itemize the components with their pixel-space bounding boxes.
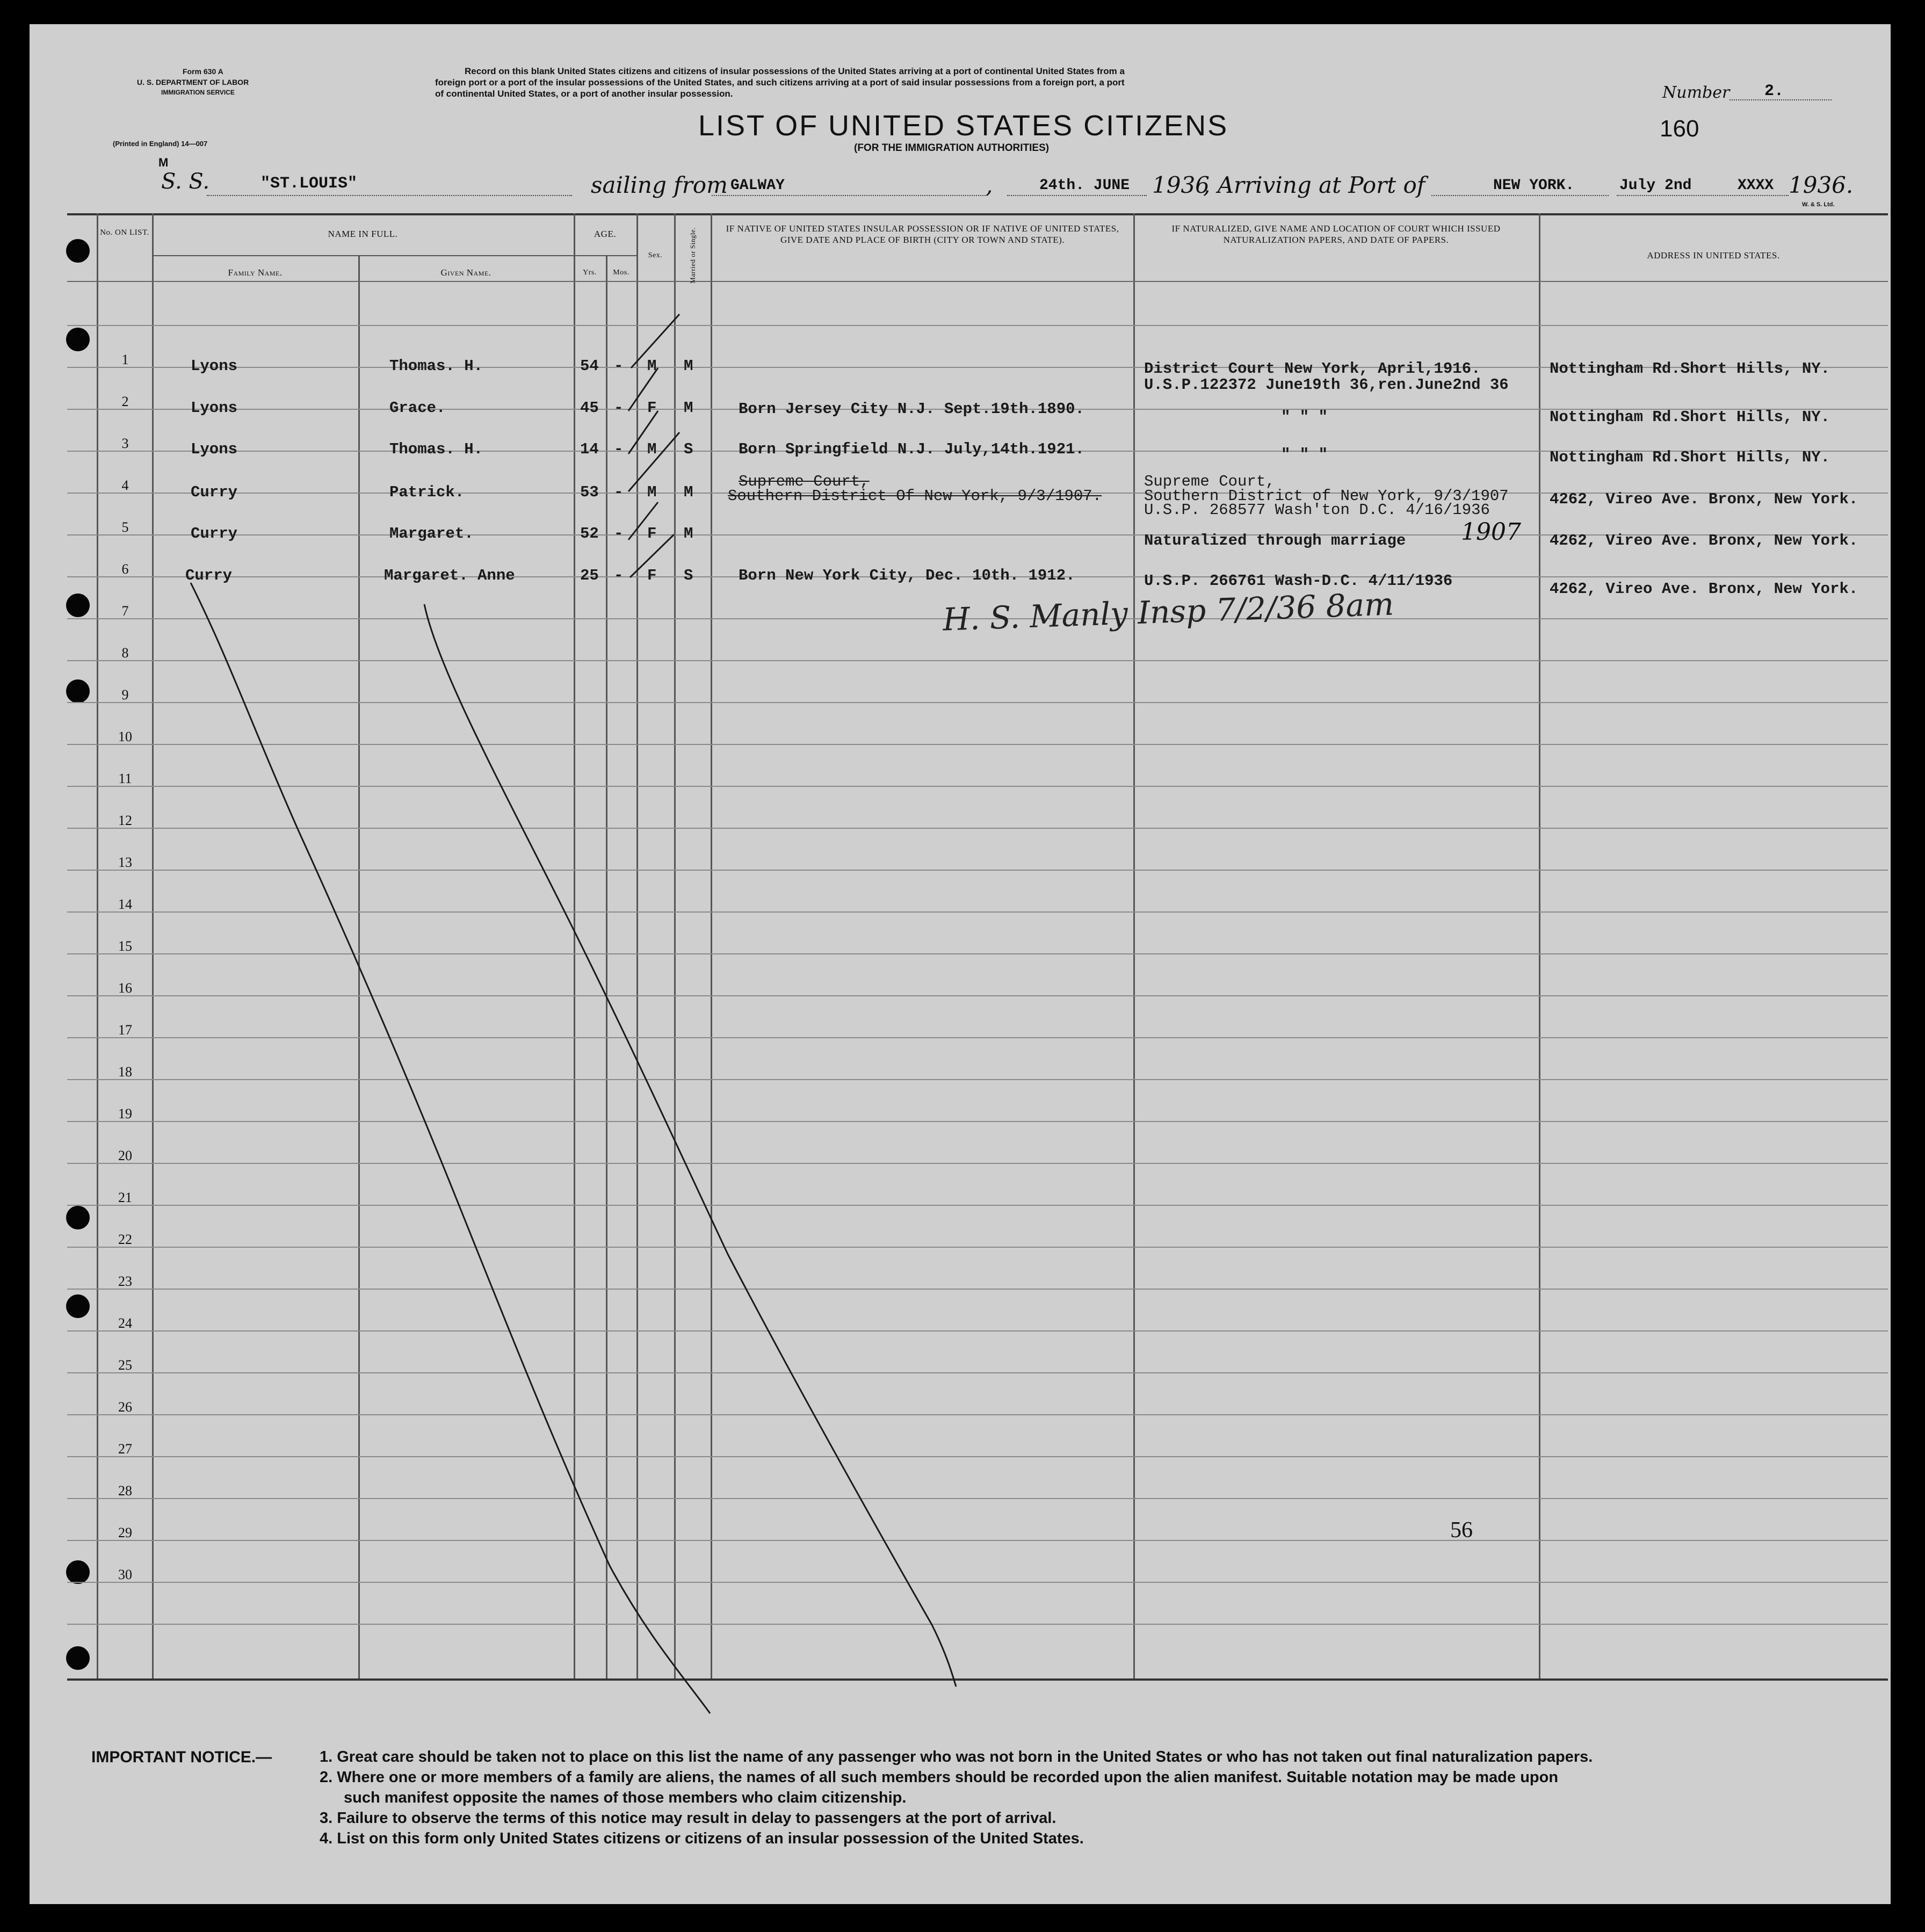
row-number: 7 [121, 603, 129, 619]
age-yrs-row-2: 45 [580, 399, 599, 417]
row-rule [67, 1582, 1888, 1583]
vessel-underline [207, 195, 572, 196]
row-rule [67, 325, 1888, 326]
record-text-line-3: of continental United States, or a port of another insular possession. [435, 89, 733, 99]
row-rule [67, 660, 1888, 661]
status-row-6: S [684, 567, 693, 584]
header-sex: Sex. [648, 251, 663, 259]
row-number: 17 [118, 1022, 132, 1038]
age-yrs-row-3: 14 [580, 440, 599, 458]
row-number: 24 [118, 1315, 132, 1331]
row-number: 10 [118, 729, 132, 744]
sex-row-2: F [647, 399, 657, 417]
form-number: Form 630 A [183, 67, 223, 76]
birth-row-3: Born Springfield N.J. July,14th.1921. [739, 440, 1084, 458]
row-number: 1 [121, 352, 129, 367]
row-rule [67, 1079, 1888, 1080]
column-rule [1539, 213, 1540, 1678]
row-rule [67, 1330, 1888, 1332]
row-number: 15 [118, 938, 132, 954]
date-from: 24th. JUNE [1039, 177, 1130, 194]
row-number: 5 [121, 519, 129, 535]
ditto-cancel-line-left [191, 583, 710, 1713]
row-rule [67, 870, 1888, 871]
row-number: 16 [118, 980, 132, 996]
row-number: 4 [121, 477, 129, 493]
family-name-row-6: Curry [185, 567, 233, 584]
punch-hole [66, 679, 90, 703]
number-value: 2. [1764, 82, 1784, 100]
age-header-rule [574, 255, 636, 256]
row-number: 19 [118, 1106, 132, 1121]
date-from-underline [1007, 195, 1147, 196]
punch-hole [66, 239, 90, 263]
age-mos-row-4: - [614, 483, 624, 501]
punch-hole [66, 1560, 90, 1584]
naturalized-row-4-line-3: U.S.P. 268577 Wash'ton D.C. 4/16/1936 [1144, 501, 1490, 519]
sex-row-3: M [647, 440, 657, 458]
record-text-line-2: foreign port or a port of the insular possessions of the United States, and such citizens arriving at a port of said insular possessions from a foreign port, a port [435, 77, 1125, 88]
row-number: 22 [118, 1232, 132, 1247]
row-rule [67, 1414, 1888, 1415]
sex-row-6: F [647, 567, 657, 584]
year-to: 1936. [1789, 172, 1854, 198]
column-rule [152, 213, 154, 1678]
status-row-4: M [684, 483, 693, 501]
header-mos: Mos. [613, 269, 629, 277]
record-text-line-1: Record on this blank United States citizens and citizens of insular possessions of the United States arriving at a port of continental United States from a [465, 66, 1125, 76]
header-naturalized: IF NATURALIZED, GIVE NAME AND LOCATION OF COURT WHICH ISSUED NATURALIZATION PAPERS, AND DATE OF PAPERS. [1171, 223, 1501, 245]
row-number: 13 [118, 855, 132, 870]
age-mos-row-6: - [614, 567, 624, 584]
row-rule [67, 953, 1888, 954]
notice-item-2a: 2. Where one or more members of a family are aliens, the names of all such members should be recorded upon the alien manifest. Suitable notation may be made upon [320, 1769, 1559, 1786]
row-number: 27 [118, 1441, 132, 1457]
naturalized-row-3: " " " [1281, 446, 1328, 464]
pen-marks [30, 24, 1891, 1904]
address-row-2: Nottingham Rd.Short Hills, NY. [1550, 408, 1830, 426]
row-number: 21 [118, 1190, 132, 1205]
page-number: 160 [1660, 115, 1699, 142]
row-rule [67, 1121, 1888, 1122]
row-number: 26 [118, 1399, 132, 1415]
arriving-label: , Arriving at Port of [1203, 172, 1425, 198]
table-top-border [67, 213, 1888, 215]
row-number: 30 [118, 1567, 132, 1582]
row-rule [67, 1540, 1888, 1541]
family-name-row-3: Lyons [191, 440, 238, 458]
page-stamp: 56 [1450, 1518, 1473, 1543]
age-yrs-row-1: 54 [580, 357, 599, 375]
row-rule [67, 1289, 1888, 1290]
row-rule [67, 828, 1888, 829]
row-number: 18 [118, 1064, 132, 1080]
port-from: GALWAY [730, 177, 785, 194]
row-number: 3 [121, 436, 129, 451]
date-to-struck: XXXX [1738, 177, 1774, 194]
vessel-name: "ST.LOUIS" [260, 175, 358, 193]
naturalized-row-5-handwritten: 1907 [1461, 518, 1521, 546]
age-mos-row-2: - [614, 399, 624, 417]
given-name-row-4: Patrick. [389, 483, 465, 501]
age-yrs-row-4: 53 [580, 483, 599, 501]
number-label: Number [1662, 83, 1730, 102]
row-rule [67, 1456, 1888, 1457]
given-name-row-3: Thomas. H. [389, 440, 483, 458]
row-number: 23 [118, 1273, 132, 1289]
notice-item-3: 3. Failure to observe the terms of this notice may result in delay to passengers at the port of arrival. [320, 1810, 1056, 1827]
table-bottom-border [67, 1678, 1888, 1681]
sex-row-4: M [647, 483, 657, 501]
birth-row-6: Born New York City, Dec. 10th. 1912. [739, 567, 1075, 584]
naturalized-row-2: " " " [1281, 408, 1328, 426]
name-header-rule [152, 255, 574, 256]
header-given-name: Given Name. [440, 267, 491, 278]
naturalized-row-1-line-2: U.S.P.122372 June19th 36,ren.June2nd 36 [1144, 376, 1509, 394]
column-rule [674, 213, 676, 1678]
punch-hole [66, 594, 90, 617]
row-number: 9 [121, 687, 129, 703]
department-name: U. S. DEPARTMENT OF LABOR [137, 78, 249, 86]
family-name-row-5: Curry [191, 525, 238, 542]
manifest-sheet [30, 24, 1891, 1904]
header-birth: IF NATIVE OF UNITED STATES INSULAR POSSESSION OR IF NATIVE OF UNITED STATES, GIVE DATE AND PLACE OF BIRTH (CITY OR TOWN AND STATE). [726, 223, 1119, 245]
column-rule [636, 213, 638, 1678]
row-number: 25 [118, 1357, 132, 1373]
punch-hole [66, 1206, 90, 1229]
age-mos-row-5: - [614, 525, 624, 542]
column-rule [97, 213, 98, 1678]
age-mos-row-3: - [614, 440, 624, 458]
naturalized-row-4: Supreme Court, [1144, 473, 1275, 490]
row-rule [67, 1247, 1888, 1248]
birth-row-4-struck: Supreme Court, [739, 473, 870, 490]
birth-row-4-line-2-struck: Southern District Of New York, 9/3/1907. [728, 487, 1102, 505]
row-rule [67, 1498, 1888, 1499]
address-row-6: 4262, Vireo Ave. Bronx, New York. [1550, 580, 1858, 598]
birth-row-2: Born Jersey City N.J. Sept.19th.1890. [739, 400, 1084, 418]
printed-note: (Printed in England) 14—007 [113, 140, 208, 148]
address-row-1: Nottingham Rd.Short Hills, NY. [1550, 360, 1830, 378]
status-row-3: S [684, 440, 693, 458]
header-name-in-full: NAME IN FULL. [328, 229, 398, 239]
port-to-underline [1431, 195, 1609, 196]
sailing-from-label: sailing from [591, 172, 728, 198]
column-rule [1133, 213, 1135, 1678]
notice-label: IMPORTANT NOTICE.— [91, 1748, 272, 1766]
row-rule [67, 1205, 1888, 1206]
notice-item-1: 1. Great care should be taken not to place on this list the name of any passenger who was not born in the United States or who has not taken out final naturalization papers. [320, 1748, 1593, 1765]
naturalized-row-4-line-2: Southern District of New York, 9/3/1907 [1144, 487, 1509, 505]
row-rule [67, 995, 1888, 996]
port-from-underline [712, 195, 986, 196]
comma: , [986, 172, 993, 198]
vessel-prefix: S. S. [161, 169, 210, 194]
row-number: 8 [121, 645, 129, 661]
row-number: 20 [118, 1148, 132, 1163]
column-rule [574, 213, 575, 1678]
notice-item-4: 4. List on this form only United States citizens or citizens of an insular possession of the United States. [320, 1830, 1084, 1847]
sex-row-1: M [647, 357, 657, 375]
age-mos-row-1: - [614, 357, 624, 375]
family-name-row-2: Lyons [191, 399, 238, 417]
column-rule [711, 213, 712, 1678]
naturalized-row-5: Naturalized through marriage [1144, 532, 1406, 549]
header-address: ADDRESS IN UNITED STATES. [1647, 250, 1780, 261]
row-number: 29 [118, 1525, 132, 1540]
punch-hole [66, 1646, 90, 1670]
naturalized-row-6: U.S.P. 266761 Wash-D.C. 4/11/1936 [1144, 572, 1453, 590]
status-row-2: M [684, 399, 693, 417]
row-rule [67, 1163, 1888, 1164]
port-to: NEW YORK. [1493, 177, 1575, 194]
row-number: 6 [121, 561, 129, 577]
status-row-1: M [684, 357, 693, 375]
row-rule [67, 1372, 1888, 1373]
page-subtitle: (FOR THE IMMIGRATION AUTHORITIES) [854, 142, 1050, 154]
given-name-row-6: Margaret. Anne [384, 567, 515, 584]
service-name: IMMIGRATION SERVICE [161, 89, 235, 96]
inspector-signature: H. S. Manly Insp 7/2/36 8am [942, 585, 1395, 638]
row-number: 2 [121, 394, 129, 409]
sex-row-5: F [647, 525, 657, 542]
header-bottom-rule [67, 281, 1888, 282]
row-rule [67, 744, 1888, 745]
punch-hole [66, 328, 90, 351]
age-yrs-row-6: 25 [580, 567, 599, 584]
age-yrs-row-5: 52 [580, 525, 599, 542]
printer-mark: W. & S. Ltd. [1802, 201, 1835, 208]
row-number: 28 [118, 1483, 132, 1499]
row-rule [67, 1624, 1888, 1625]
notice-item-2b: such manifest opposite the names of those members who claim citizenship. [344, 1789, 907, 1806]
row-rule [67, 702, 1888, 703]
naturalized-row-1: District Court New York, April,1916. [1144, 360, 1481, 378]
punch-hole [66, 1294, 90, 1318]
status-row-5: M [684, 525, 693, 542]
column-rule [606, 255, 607, 1678]
header-family-name: Family Name. [228, 267, 283, 278]
family-name-row-1: Lyons [191, 357, 238, 375]
ditto-cancel-line-right [424, 604, 956, 1687]
page-title: LIST OF UNITED STATES CITIZENS [698, 110, 1229, 142]
given-name-row-2: Grace. [389, 399, 446, 417]
row-rule [67, 1037, 1888, 1038]
year-from: 1936 [1152, 172, 1210, 198]
date-to: July 2nd [1619, 177, 1692, 194]
given-name-row-5: Margaret. [389, 525, 474, 542]
row-rule [67, 786, 1888, 787]
date-to-underline [1617, 195, 1789, 196]
column-rule [358, 255, 360, 1678]
address-row-3: Nottingham Rd.Short Hills, NY. [1550, 448, 1830, 466]
header-no-on-list: No. ON LIST. [100, 228, 149, 237]
vessel-prefix-top: M [158, 156, 169, 169]
address-row-4: 4262, Vireo Ave. Bronx, New York. [1550, 490, 1858, 508]
header-age: AGE. [594, 229, 617, 239]
family-name-row-4: Curry [191, 483, 238, 501]
given-name-row-1: Thomas. H. [389, 357, 483, 375]
header-yrs: Yrs. [583, 269, 597, 277]
address-row-5: 4262, Vireo Ave. Bronx, New York. [1550, 532, 1858, 549]
header-married-or-single: Married or Single. [689, 227, 697, 284]
row-rule [67, 911, 1888, 913]
row-number: 14 [118, 896, 132, 912]
row-number: 12 [118, 813, 132, 828]
row-number: 11 [118, 771, 132, 786]
